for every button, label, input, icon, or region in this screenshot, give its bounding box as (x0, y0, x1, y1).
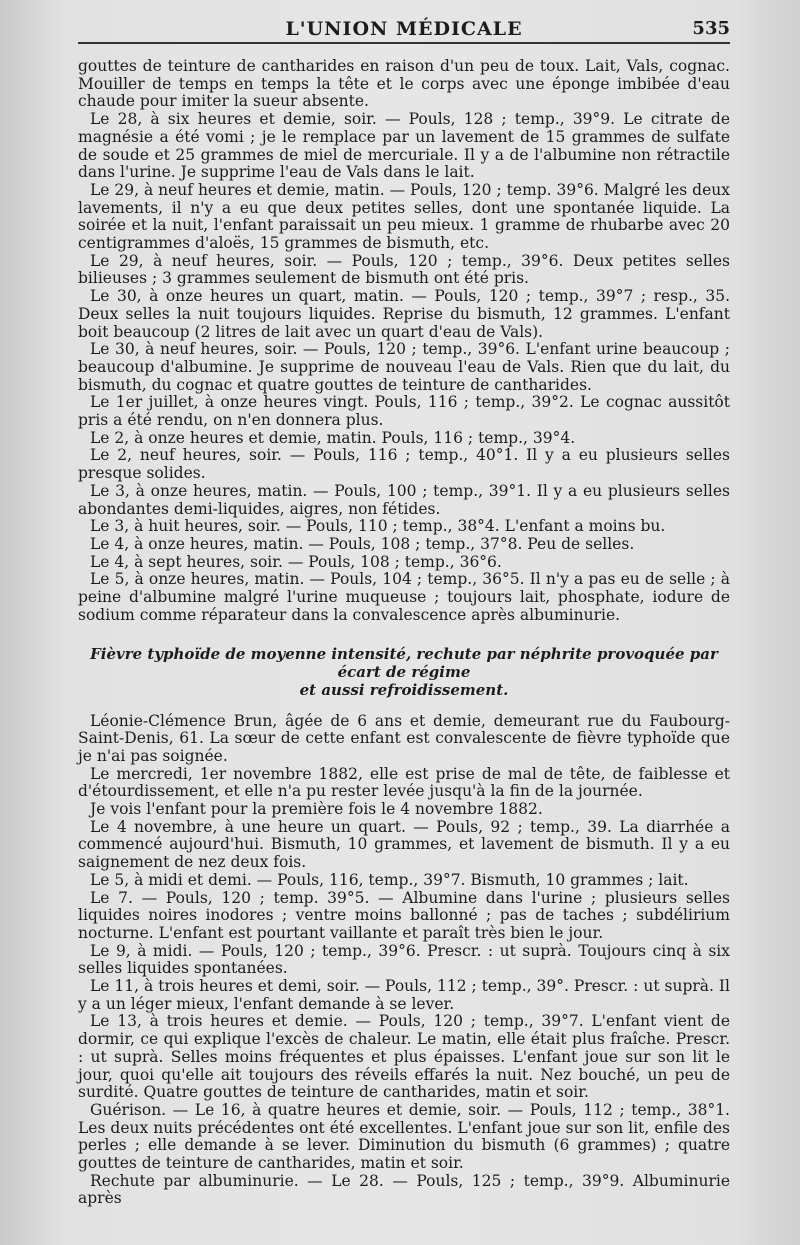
page-number: 535 (692, 18, 730, 39)
paragraph: Le 7. — Pouls, 120 ; temp. 39°5. — Albumine dans l'urine ; plusieurs selles liquides noires inodores ; ventre moins ballonné ; pas de taches ; subdélirium nocturne. L'enfant est pourtant vaillante et paraît très bien le jour. (78, 888, 730, 942)
paragraph: Le 5, à midi et demi. — Pouls, 116, temp., 39°7. Bismuth, 10 grammes ; lait. (90, 870, 689, 889)
case-heading (78, 645, 730, 699)
paragraph: Le 28, à six heures et demie, soir. — Pouls, 128 ; temp., 39°9. Le citrate de magnésie a été vomi ; je le remplace par un lavement de 15 grammes de sulfate de soude et 25 grammes de miel de mercuriale. Il y a de l'albumine non rétractile dans l'urine. Je supprime l'eau de Vals dans le lait. (78, 110, 730, 182)
case-heading-line: et aussi refroidissement. (299, 680, 509, 699)
paragraph: Le 5, à onze heures, matin. — Pouls, 104 ; temp., 36°5. Il n'y a pas eu de selle ; à peine d'albumine malgré l'urine muqueuse ; toujours lait, phosphate, iodure de sodium comme réparateur dans la convalescence après albuminurie. (78, 570, 730, 624)
paragraph: Le 2, à onze heures et demie, matin. Pouls, 116 ; temp., 39°4. (90, 428, 576, 447)
paragraph: Le 3, à huit heures, soir. — Pouls, 110 ; temp., 38°4. L'enfant a moins bu. (90, 517, 666, 536)
body-text (78, 58, 730, 1208)
paragraph: Le 4, à sept heures, soir. — Pouls, 108 ; temp., 36°6. (90, 552, 502, 571)
paragraph: Rechute par albuminurie. — Le 28. — Pouls, 125 ; temp., 39°9. Albuminurie après (78, 1171, 730, 1208)
running-title: L'UNION MÉDICALE (285, 18, 523, 40)
paragraph: Léonie-Clémence Brun, âgée de 6 ans et demie, demeurant rue du Faubourg-Saint-Denis, 61. La sœur de cette enfant est convalescente de fièvre typhoïde que je n'ai pas soignée. (78, 711, 730, 765)
paragraph: Le 3, à onze heures, matin. — Pouls, 100 ; temp., 39°1. Il y a eu plusieurs selles abondantes demi-liquides, aigres, non fétides. (78, 481, 730, 518)
paragraph: Le 11, à trois heures et demi, soir. — Pouls, 112 ; temp., 39°. Prescr. : ut suprà. Il y a un léger mieux, l'enfant demande à se lever. (78, 977, 730, 1013)
paragraph: Le 4 novembre, à une heure un quart. — Pouls, 92 ; temp., 39. La diarrhée a commencé aujourd'hui. Bismuth, 10 grammes, et lavement de bismuth. Il y a eu saignement de nez deux fois. (78, 817, 730, 872)
paragraph: Le 13, à trois heures et demie. — Pouls, 120 ; temp., 39°7. L'enfant vient de dormir, ce qui explique l'excès de chaleur. Le matin, elle était plus fraîche. Prescr. : ut suprà. Selles moins fréquentes et plus épaisses. L'enfant joue sur son lit le jour, quoi qu'elle ait toujours des réveils effarés la nuit. Nez bouché, un peu de surdité. Quatre gouttes de teinture de cantharides, matin et soir. (78, 1012, 730, 1102)
paragraph: Le 29, à neuf heures, soir. — Pouls, 120 ; temp., 39°6. Deux petites selles bilieuses ; 3 grammes seulement de bismuth ont été pris. (78, 251, 730, 288)
paragraph: Le 2, neuf heures, soir. — Pouls, 116 ; temp., 40°1. Il y a eu plusieurs selles presque solides. (78, 446, 730, 483)
page-header (78, 14, 730, 44)
paragraph: Le 30, à neuf heures, soir. — Pouls, 120 ; temp., 39°6. L'enfant urine beaucoup ; beaucoup d'albumine. Je supprime de nouveau l'eau de Vals. Rien que du lait, du bismuth, du cognac et quatre gouttes de teinture de cantharides. (78, 340, 730, 394)
paragraph: gouttes de teinture de cantharides en raison d'un peu de toux. Lait, Vals, cognac. Mouiller de temps en temps la tête et le corps avec une éponge imbibée d'eau chaude pour imiter la sueur absente. (78, 57, 730, 111)
case-heading-line: Fièvre typhoïde de moyenne intensité, rechute par néphrite provoquée par écart de régime (90, 644, 718, 681)
paragraph: Le 29, à neuf heures et demie, matin. — Pouls, 120 ; temp. 39°6. Malgré les deux lavements, il n'y a eu que deux petites selles, dont une spontanée liquide. La soirée et la nuit, l'enfant paraissait un peu mieux. 1 gramme de rhubarbe avec 20 centigrammes d'aloës, 15 grammes de bismuth, etc. (78, 180, 730, 253)
paragraph: Le mercredi, 1er novembre 1882, elle est prise de mal de tête, de faiblesse et d'étourdissement, et elle n'a pu rester levée jusqu'à la fin de la journée. (78, 764, 730, 801)
paragraph: Le 4, à onze heures, matin. — Pouls, 108 ; temp., 37°8. Peu de selles. (90, 534, 635, 553)
paragraph: Guérison. — Le 16, à quatre heures et demie, soir. — Pouls, 112 ; temp., 38°1. Les deux nuits précédentes ont été excellentes. L'enfant joue sur son lit, enfile des perles ; elle demande à se lever. Diminution du bismuth (6 grammes) ; quatre gouttes de teinture de cantharides, matin et soir. (78, 1100, 730, 1173)
paragraph: Le 9, à midi. — Pouls, 120 ; temp., 39°6. Prescr. : ut suprà. Toujours cinq à six selles liquides spontanées. (78, 941, 730, 978)
paragraph: Le 1er juillet, à onze heures vingt. Pouls, 116 ; temp., 39°2. Le cognac aussitôt pris a été rendu, on n'en donnera plus. (78, 393, 730, 430)
paragraph: Le 30, à onze heures un quart, matin. — Pouls, 120 ; temp., 39°7 ; resp., 35. Deux selles la nuit toujours liquides. Reprise du bismuth, 12 grammes. L'enfant boit beaucoup (2 litres de lait avec un quart d'eau de Vals). (78, 287, 730, 341)
paragraph: Je vois l'enfant pour la première fois le 4 novembre 1882. (90, 800, 543, 819)
